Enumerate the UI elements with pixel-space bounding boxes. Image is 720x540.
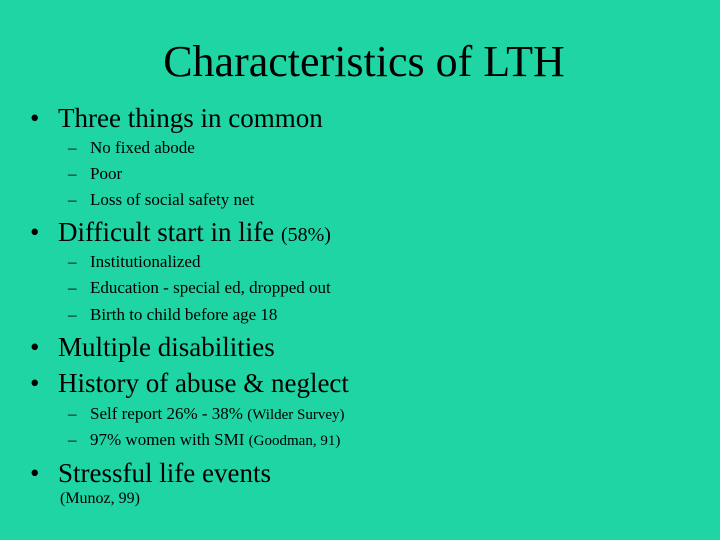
bullet-icon: • <box>30 368 40 398</box>
bullet-note: (58%) <box>280 224 331 246</box>
bullet-text: Multiple disabilities <box>58 332 275 362</box>
subitem-note: (Wilder Survey) <box>247 407 345 423</box>
subitem-text: Birth to child before age 18 <box>90 305 278 324</box>
subitem-97-percent-women <box>68 429 340 452</box>
subitem-text: Loss of social safety net <box>90 190 255 209</box>
bullet-text: Three things in common <box>58 103 323 133</box>
subitem-text: No fixed abode <box>90 138 195 157</box>
citation-munoz: (Munoz, 99) <box>60 490 140 507</box>
dash-icon: – <box>68 252 77 271</box>
subitem-self-report <box>68 403 345 426</box>
bullet-text: Difficult start in life <box>58 217 275 247</box>
bullet-icon: • <box>30 103 40 133</box>
bullet-difficult-start <box>30 216 331 251</box>
bullet-icon: • <box>30 217 40 247</box>
bullet-stressful-life-events <box>30 457 271 489</box>
bullet-text: History of abuse & neglect <box>58 368 349 398</box>
slide-title: Characteristics of LTH <box>163 37 565 86</box>
bullet-multiple-disabilities <box>30 331 275 363</box>
subitem-loss-safety-net <box>68 189 254 211</box>
subitem-text: Education - special ed, dropped out <box>90 278 331 297</box>
subitem-birth-to-child <box>68 304 277 326</box>
subitem-text: Institutionalized <box>90 252 201 271</box>
dash-icon: – <box>68 430 77 449</box>
dash-icon: – <box>68 138 77 157</box>
dash-icon: – <box>68 164 77 183</box>
subitem-text: 97% women with SMI <box>90 430 245 449</box>
bullet-three-things <box>30 102 323 134</box>
subitem-institutionalized <box>68 251 200 273</box>
subitem-poor <box>68 163 122 185</box>
dash-icon: – <box>68 190 77 209</box>
dash-icon: – <box>68 404 77 423</box>
subitem-education <box>68 277 331 299</box>
subitem-note: (Goodman, 91) <box>248 433 341 449</box>
subitem-no-fixed-abode <box>68 137 195 159</box>
subitem-text: Self report 26% - 38% <box>90 404 243 423</box>
subitem-text: Poor <box>90 164 123 183</box>
dash-icon: – <box>68 305 77 324</box>
bullet-icon: • <box>30 332 40 362</box>
bullet-icon: • <box>30 458 40 488</box>
bullet-text: Stressful life events <box>58 458 271 488</box>
dash-icon: – <box>68 278 77 297</box>
bullet-history-of-abuse <box>30 367 349 399</box>
